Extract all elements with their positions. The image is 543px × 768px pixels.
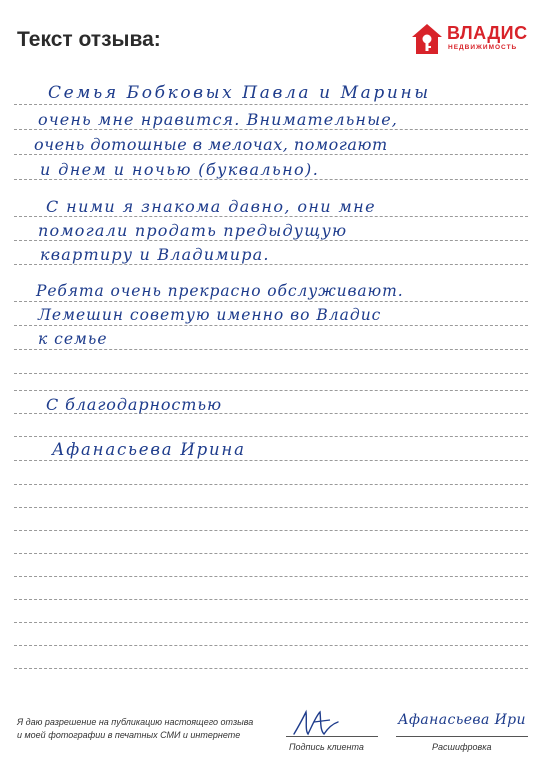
review-line: С благодарностью [46, 395, 222, 414]
ruled-line [14, 460, 528, 461]
review-line: Афанасьева Ирина [52, 440, 246, 459]
ruled-line [14, 390, 528, 391]
review-line: помогали продать предыдущую [38, 221, 348, 240]
review-line: к семье [38, 330, 108, 348]
decoding-caption: Расшифровка [432, 742, 492, 752]
review-line: Лемешин советую именно во Владис [38, 306, 382, 324]
ruled-line [14, 349, 528, 350]
logo-brand: ВЛАДИС [447, 23, 528, 43]
ruled-line [14, 216, 528, 217]
ruled-line [14, 154, 528, 155]
client-signature [290, 706, 360, 740]
ruled-line [14, 179, 528, 180]
review-line: Ребята очень прекрасно обслуживают. [36, 282, 404, 300]
form-title: Текст отзыва: [17, 28, 161, 51]
review-line: квартиру и Владимира. [40, 245, 270, 264]
ruled-line [14, 436, 528, 437]
ruled-line [14, 668, 528, 669]
review-line: Семья Бобковых Павла и Марины [48, 83, 431, 103]
logo-subtitle: НЕДВИЖИМОСТЬ [448, 44, 518, 51]
ruled-line [14, 373, 528, 374]
review-line: очень дотошные в мелочах, помогают [34, 135, 388, 154]
decoding-value: Афанасьева Ири [398, 712, 526, 728]
ruled-line [14, 576, 528, 577]
signature-line [286, 736, 378, 737]
consent-text [17, 716, 253, 742]
ruled-line [14, 264, 528, 265]
ruled-lines [14, 0, 528, 700]
ruled-line [14, 129, 528, 130]
review-line: и днем и ночью (буквально). [40, 160, 320, 179]
decoding-line [396, 736, 528, 737]
review-line: С ними я знакома давно, они мне [46, 197, 376, 216]
signature-caption: Подпись клиента [289, 742, 364, 752]
ruled-line [14, 104, 528, 105]
ruled-line [14, 240, 528, 241]
review-line: очень мне нравится. Внимательные, [38, 110, 398, 129]
consent-line: Я даю разрешение на публикацию настоящего отзыва [17, 717, 254, 727]
ruled-line [14, 325, 528, 326]
ruled-line [14, 645, 528, 646]
ruled-line [14, 484, 528, 485]
ruled-line [14, 507, 528, 508]
consent-line: и моей фотографии в печатных СМИ и интернете [17, 730, 241, 740]
ruled-line [14, 622, 528, 623]
ruled-line [14, 301, 528, 302]
ruled-line [14, 553, 528, 554]
ruled-line [14, 530, 528, 531]
ruled-line [14, 599, 528, 600]
